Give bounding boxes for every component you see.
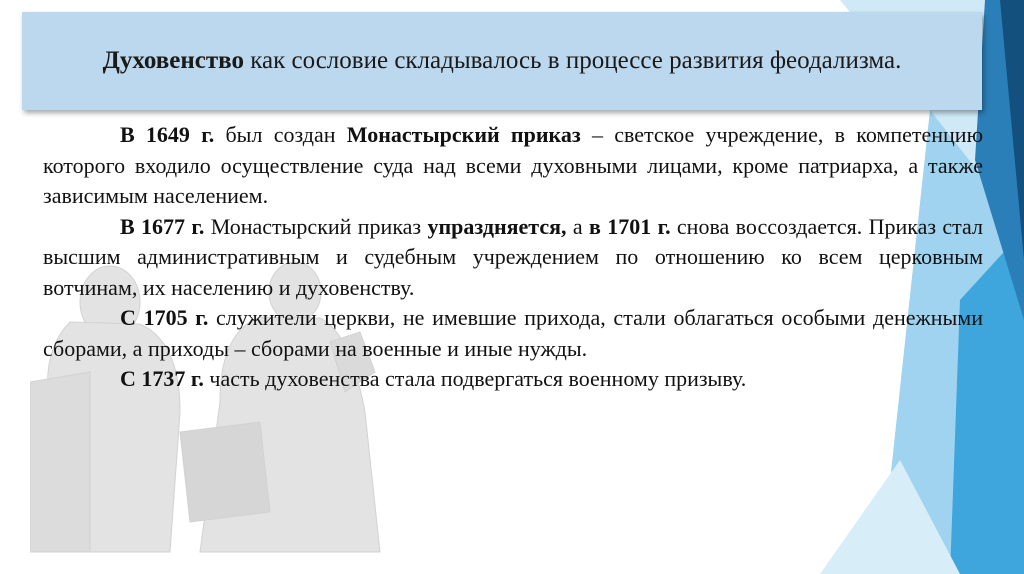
term-abolished: упраздняется, [427,213,567,239]
slide-title [63,43,942,79]
title-box [22,12,982,110]
paragraph-1677 [43,212,983,304]
year-1649: В 1649 г. [120,122,215,147]
paragraph-1705 [43,303,983,364]
text-span: был создан [214,122,347,147]
text-span: служители церкви, не имевшие прихода, стали облагаться особыми денежными сборами, а приходы – сборами на военные и иные нужды. [43,305,983,361]
text-span: часть духовенства стала подвергаться военному призыву. [203,366,747,391]
slide-body [43,120,983,395]
title-bold: Духовенство [102,47,244,74]
year-1737: С 1737 г. [120,366,204,391]
text-span: – светское учреждение, в компетенцию которого входило осуществление суда над всеми духовными лицами, кроме патриарха, а также зависимым населением. [43,122,983,208]
year-1705: С 1705 г. [120,305,209,330]
term-monastyrsky-prikaz: Монастырский приказ [346,122,581,147]
paragraph-1737 [43,364,983,395]
text-span: снова воссоздается. Приказ стал высшим административным и судебным учреждением по отношению ко всем церковным вотчинам, их населению и духовенству. [43,213,983,300]
title-rest: как сословие складывалось в процессе развития феодализма. [243,47,902,74]
text-span: Монастырский приказ [204,213,428,239]
year-1701: в 1701 г. [589,213,671,239]
year-1677: В 1677 г. [120,213,205,239]
text-span: а [566,213,589,239]
paragraph-1649 [43,120,983,212]
